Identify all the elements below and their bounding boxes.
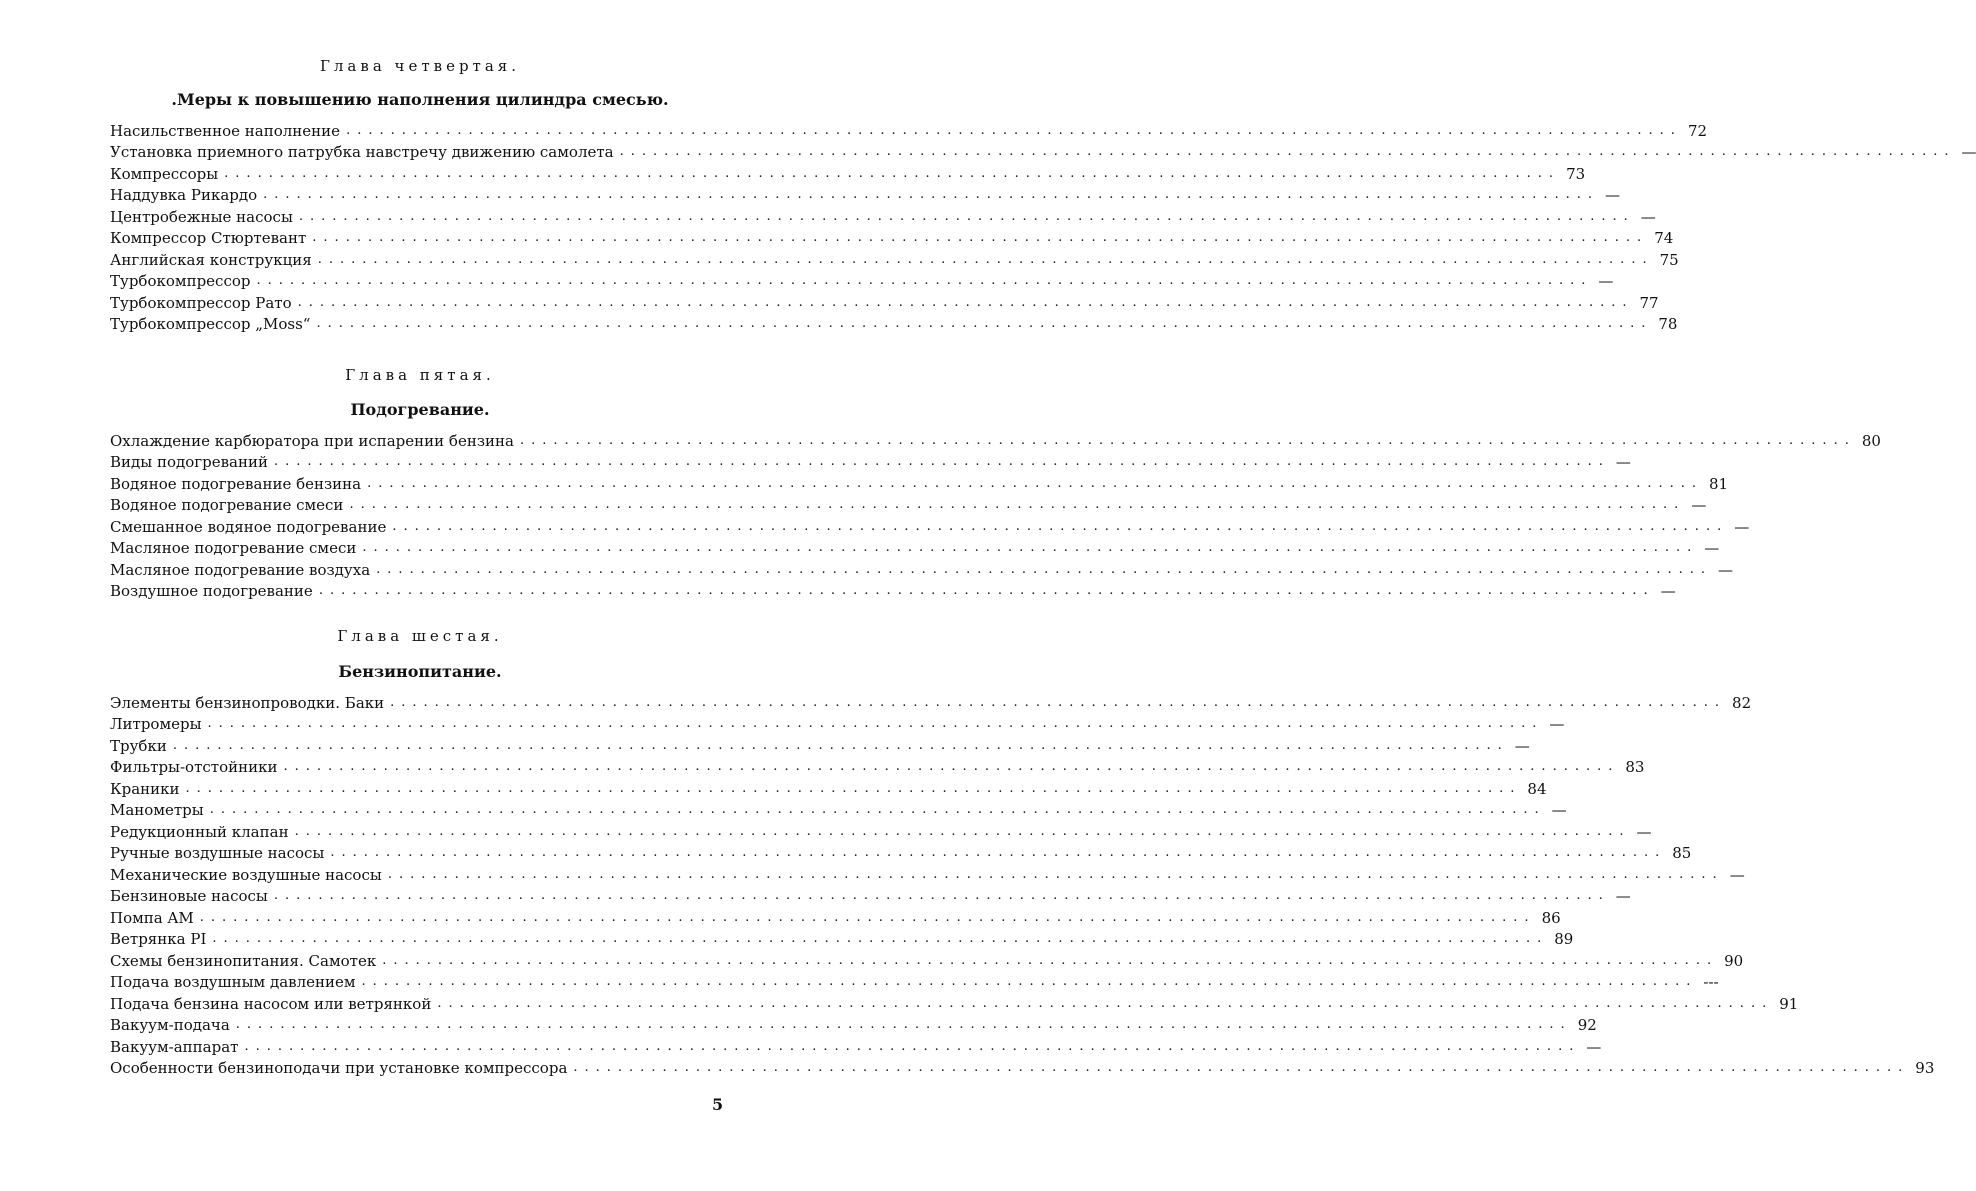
dot-leader: ........................................................................................................................ [376, 561, 1713, 577]
dot-leader: ........................................................................................................................ [437, 995, 1774, 1011]
toc-entry-page: 72 [1687, 121, 1708, 140]
toc-entry-page: 82 [1732, 693, 1752, 712]
toc-section [110, 690, 1935, 1077]
toc-entry-page: 89 [1554, 930, 1574, 948]
dot-leader: ........................................................................................................................ [283, 759, 1620, 774]
toc-entry-title: Элементы бензинопроводки. Баки [110, 693, 385, 712]
toc-entry-title: Турбокомпрессор Рато [110, 293, 292, 312]
toc-entry-page: 85 [1672, 844, 1692, 862]
dot-leader: ........................................................................................................................ [573, 1060, 1910, 1075]
toc-entry-title: Механические воздушные насосы [110, 865, 382, 884]
toc-entry [110, 514, 1750, 536]
section-title: .Меры к повышению наполнения цилиндра смесью. [171, 90, 669, 109]
toc-entry-title: Охлаждение карбюратора при испарении бензина [110, 431, 514, 450]
toc-entry-page: — [1549, 715, 1565, 733]
dot-leader: ........................................................................................................................ [298, 208, 1635, 224]
toc-section [110, 118, 1976, 333]
toc-entry-page: — [1615, 887, 1631, 905]
toc-entry-title: Особенности бензиноподачи при установке компрессора [110, 1059, 568, 1077]
chapter-label: Глава четвертая. [319, 57, 521, 75]
toc-entry-page: 75 [1659, 250, 1679, 269]
toc-entry-title: Литромеры [110, 715, 202, 733]
dot-leader: ........................................................................................................................ [172, 737, 1509, 753]
toc-entry [110, 970, 1719, 992]
toc-entry-title: Смешанное водяное подогревание [110, 517, 387, 536]
dot-leader: ........................................................................................................................ [392, 518, 1729, 534]
toc-entry [110, 991, 1799, 1013]
toc-entry [110, 712, 1565, 734]
toc-entry-title: Вакуум-аппарат [110, 1037, 239, 1056]
toc-entry-title: Краники [110, 779, 180, 798]
dot-leader: ........................................................................................................................ [294, 823, 1631, 839]
dot-leader: ........................................................................................................................ [273, 888, 1610, 903]
toc-entry-page: — [1586, 1037, 1602, 1056]
dot-leader: ........................................................................................................................ [346, 122, 1682, 138]
toc-entry-title: Масляное подогревание воздуха [110, 560, 371, 579]
toc-section [110, 428, 1881, 600]
dot-leader: ........................................................................................................................ [382, 952, 1719, 968]
toc-entry-page: 80 [1861, 431, 1881, 450]
dot-leader: ........................................................................................................................ [212, 931, 1549, 946]
toc-entry-title: Подача бензина насосом или ветрянкой [110, 994, 432, 1013]
dot-leader: ........................................................................................................................ [224, 165, 1561, 181]
toc-entry-title: Виды подогреваний [110, 453, 268, 471]
dot-leader: ........................................................................................................................ [209, 802, 1546, 817]
toc-entry-page: — [1615, 453, 1631, 471]
toc-entry [110, 1056, 1935, 1078]
toc-entry-page: — [1605, 186, 1621, 204]
toc-entry-title: Турбокомпрессор „Moss“ [110, 315, 311, 333]
dot-leader: ........................................................................................................................ [235, 1017, 1572, 1032]
toc-entry-title: Редукционный клапан [110, 822, 289, 841]
toc-entry-title: Вакуум-подача [110, 1016, 230, 1034]
dot-leader: ........................................................................................................................ [297, 294, 1634, 310]
toc-entry-page: 91 [1779, 994, 1799, 1013]
toc-entry-page: — [1551, 801, 1567, 819]
toc-entry [110, 247, 1679, 269]
section-title: Бензинопитание. [338, 662, 502, 681]
toc-entry [110, 755, 1645, 777]
toc-entry [110, 140, 1976, 162]
toc-entry [110, 269, 1614, 291]
toc-entry [110, 204, 1656, 226]
section-title: Подогревание. [350, 400, 490, 419]
toc-entry-page: 74 [1654, 229, 1674, 247]
chapter-label: Глава шестая. [337, 627, 503, 645]
toc-entry-page: — [1704, 539, 1720, 557]
dot-leader: ........................................................................................................................ [387, 866, 1724, 882]
dot-leader: ........................................................................................................................ [316, 316, 1653, 331]
dot-leader: ........................................................................................................................ [519, 432, 1856, 448]
toc-entry-title: Водяное подогревание бензина [110, 474, 362, 493]
dot-leader: ........................................................................................................................ [330, 845, 1667, 860]
toc-entry [110, 927, 1574, 949]
toc-entry-page: — [1729, 865, 1745, 884]
toc-entry [110, 862, 1745, 884]
toc-entry-page: — [1734, 517, 1750, 536]
dot-leader: ........................................................................................................................ [312, 230, 1649, 245]
toc-entry-page: 90 [1724, 951, 1744, 970]
toc-entry-title: Ветрянка PI [110, 930, 207, 948]
dot-leader: ........................................................................................................................ [273, 454, 1610, 469]
toc-entry [110, 536, 1720, 558]
toc-entry-page: 78 [1658, 315, 1678, 333]
toc-entry-title: Насильственное наполнение [110, 121, 341, 140]
toc-entry-page: — [1640, 207, 1656, 226]
dot-leader: ........................................................................................................................ [362, 540, 1699, 555]
toc-entry [110, 1013, 1597, 1035]
dot-leader: ........................................................................................................................ [349, 497, 1686, 512]
toc-entry-page: — [1514, 736, 1530, 755]
toc-entry [110, 733, 1530, 755]
toc-entry [110, 948, 1744, 970]
toc-entry-title: Бензиновые насосы [110, 887, 268, 905]
toc-entry [110, 183, 1621, 205]
toc-entry-page: 83 [1625, 758, 1645, 776]
toc-entry [110, 884, 1631, 906]
toc-entry-title: Компрессор Стюртевант [110, 229, 307, 247]
dot-leader: ........................................................................................................................ [367, 475, 1704, 491]
toc-entry-page: 81 [1709, 474, 1729, 493]
toc-entry [110, 798, 1567, 820]
toc-entry-title: Трубки [110, 736, 167, 755]
toc-entry-page: 86 [1541, 908, 1561, 927]
toc-entry-page: 93 [1915, 1059, 1935, 1077]
dot-leader: ........................................................................................................................ [390, 694, 1727, 710]
toc-entry-page: 84 [1527, 779, 1547, 798]
toc-entry-title: Центробежные насосы [110, 207, 293, 226]
toc-entry-page: --- [1703, 973, 1719, 991]
toc-entry [110, 428, 1881, 450]
toc-entry-title: Компрессоры [110, 164, 219, 183]
toc-entry-title: Английская конструкция [110, 250, 312, 269]
toc-entry [110, 1034, 1602, 1056]
toc-entry-page: — [1598, 272, 1614, 290]
toc-entry [110, 118, 1708, 140]
toc-entry [110, 450, 1631, 472]
toc-entry-page: — [1961, 143, 1976, 161]
toc-entry-page: 92 [1577, 1016, 1597, 1034]
dot-leader: ........................................................................................................................ [207, 716, 1544, 731]
toc-entry-title: Турбокомпрессор [110, 272, 251, 290]
toc-entry [110, 290, 1659, 312]
toc-entry [110, 471, 1729, 493]
dot-leader: ........................................................................................................................ [244, 1038, 1581, 1054]
toc-entry [110, 493, 1707, 515]
toc-entry [110, 312, 1678, 334]
toc-entry-title: Водяное подогревание смеси [110, 496, 344, 514]
dot-leader: ........................................................................................................................ [619, 144, 1956, 159]
toc-entry-title: Масляное подогревание смеси [110, 539, 357, 557]
toc-entry-title: Наддувка Рикардо [110, 186, 258, 204]
dot-leader: ........................................................................................................................ [317, 251, 1654, 267]
toc-entry-page: — [1718, 560, 1734, 579]
toc-entry-title: Ручные воздушные насосы [110, 844, 325, 862]
toc-entry-title: Манометры [110, 801, 204, 819]
dot-leader: ........................................................................................................................ [199, 909, 1536, 925]
toc-entry [110, 905, 1561, 927]
toc-entry-title: Подача воздушным давлением [110, 973, 356, 991]
toc-entry [110, 579, 1676, 601]
page-number: 5 [712, 1095, 724, 1114]
toc-entry [110, 161, 1586, 183]
toc-entry-title: Установка приемного патрубка навстречу движению самолета [110, 143, 614, 161]
toc-entry-page: — [1636, 822, 1652, 841]
toc-entry-title: Схемы бензинопитания. Самотек [110, 951, 377, 970]
dot-leader: ........................................................................................................................ [185, 780, 1522, 796]
dot-leader: ........................................................................................................................ [361, 974, 1698, 989]
toc-entry-page: — [1691, 496, 1707, 514]
toc-entry [110, 557, 1734, 579]
toc-entry-title: Фильтры-отстойники [110, 758, 278, 776]
toc-entry-title: Помпа AM [110, 908, 194, 927]
toc-entry-page: — [1660, 582, 1676, 600]
toc-entry [110, 819, 1652, 841]
toc-entry [110, 776, 1547, 798]
toc-entry [110, 226, 1674, 248]
toc-entry [110, 690, 1752, 712]
chapter-label: Глава пятая. [345, 366, 495, 384]
toc-entry-title: Воздушное подогревание [110, 582, 313, 600]
toc-entry-page: 73 [1566, 164, 1586, 183]
dot-leader: ........................................................................................................................ [318, 583, 1655, 598]
toc-entry-page: 77 [1639, 293, 1659, 312]
dot-leader: ........................................................................................................................ [256, 273, 1593, 288]
toc-entry [110, 841, 1692, 863]
dot-leader: ........................................................................................................................ [263, 187, 1600, 202]
